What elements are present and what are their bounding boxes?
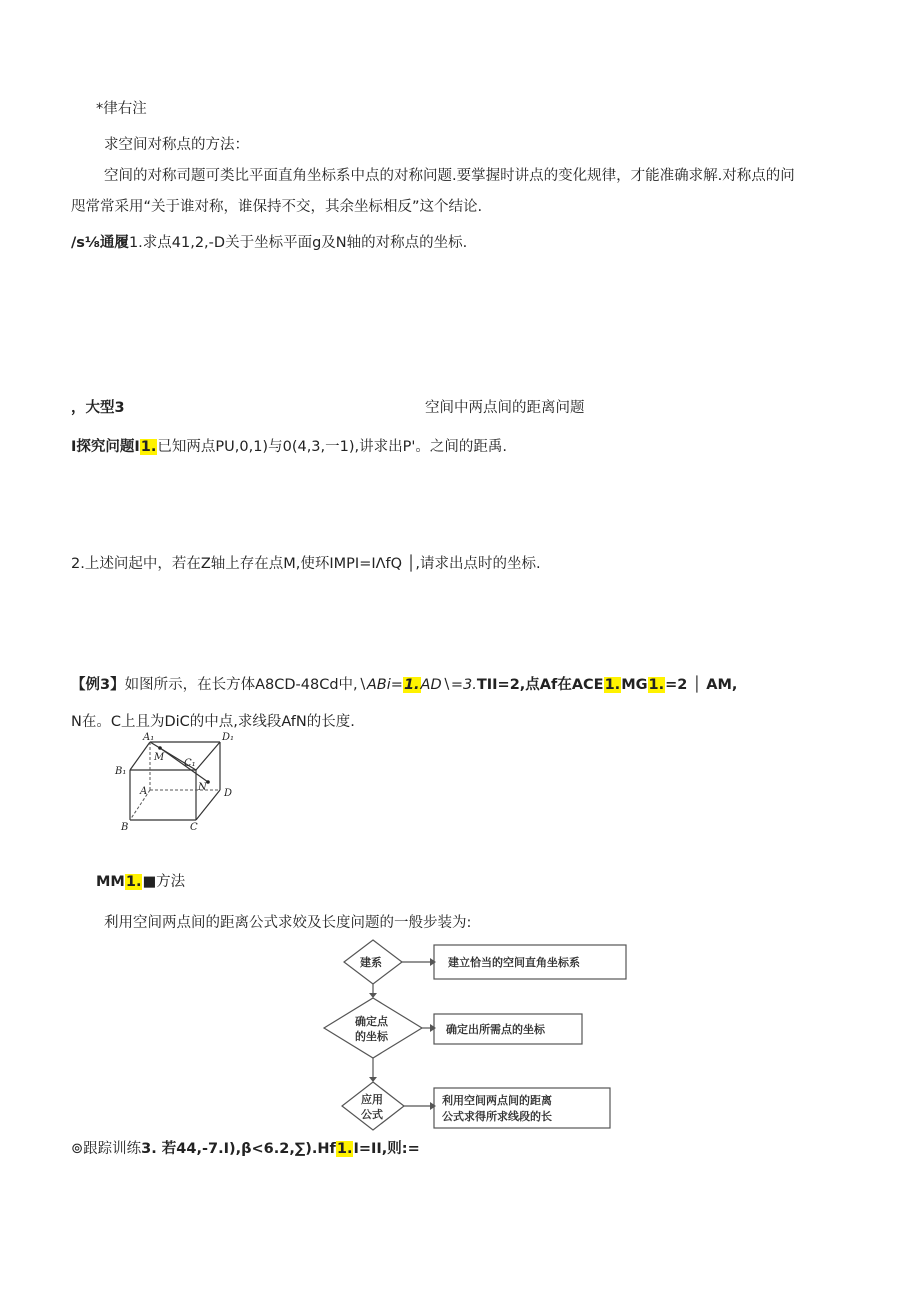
flowchart	[318, 936, 630, 1138]
explore-text: 已知两点PU,0,1)与0(4,3,一1),讲求出P'。之间的距禹.	[157, 439, 507, 455]
label-m: M	[154, 752, 165, 763]
example-3-hl-3: 1.	[648, 677, 665, 693]
example-3-text-b: ∖ABi=	[357, 677, 403, 693]
label-c1: C₁	[184, 758, 196, 769]
tracking-exercise-3	[71, 1139, 420, 1159]
label-c: C	[190, 822, 198, 832]
example-3-text-f: =2 │ AM,	[665, 677, 738, 693]
rule-paragraph-line-2: 咫常常采用“关于谁对称，谁保持不交，其余坐标相反”这个结论.	[71, 199, 483, 215]
tracking-end: I=II,则:=	[353, 1141, 420, 1157]
example-3-text-a: 如图所示，在长方体A8CD-48Cd中,	[124, 677, 358, 693]
label-a1: A₁	[143, 732, 155, 743]
label-d: D	[224, 788, 233, 799]
method-intro: 利用空间两点间的距离公式求姣及长度问题的一般步装为:	[104, 915, 472, 931]
example-3-label: 【例3】	[71, 677, 125, 693]
rule-paragraph-line-1: 空间的对称司题可类比平面直角坐标系中点的对称问题.要掌握时讲点的变化规律，才能准确求解.对称点的问	[104, 168, 795, 184]
tracking-prefix: ⊚跟踪训练	[71, 1141, 142, 1157]
example-3-text-c: AD∖=3.	[420, 677, 477, 693]
rule-note-heading: *律右注	[96, 101, 147, 117]
example-3-hl-2: 1.	[604, 677, 621, 693]
method-heading-a: MM	[96, 874, 125, 890]
explore-number: 1.	[140, 439, 157, 455]
tracking-text: 3. 若44,-7.I),β<6.2,∑).Hf	[141, 1141, 336, 1157]
example-3-text-d: TII=2,点Af在ACE	[476, 677, 604, 693]
flow-step2-desc: 确定出所需点的坐标	[446, 1023, 545, 1036]
example-3-line-1	[71, 675, 737, 695]
type-3-title: 空间中两点间的距离问题	[425, 400, 585, 416]
flow-step3-line2: 公式	[361, 1108, 383, 1121]
question-2: 2.上述问起中，若在Z轴上存在点M,使环IMPI=IΛfQ │,请求出点时的坐标.	[71, 556, 541, 572]
label-b1: B₁	[115, 766, 127, 777]
exercise-1	[71, 233, 467, 253]
example-3-hl-1: 1.	[403, 677, 420, 693]
label-d1: D₁	[222, 732, 235, 743]
example-3-line-2: N在。C上且为DiC的中点,求线段AfN的长度.	[71, 714, 355, 730]
method-title: 求空间对称点的方法：	[104, 137, 249, 153]
type-3-label: ，大型3	[71, 400, 125, 416]
label-b: B	[121, 822, 129, 832]
flow-step2-line2: 的坐标	[355, 1030, 388, 1043]
flow-step1: 建系	[360, 956, 382, 969]
method-heading	[96, 872, 185, 892]
flow-step1-desc: 建立恰当的空间直角坐标系	[448, 956, 580, 969]
exercise-1-prefix: /s⅛通履	[71, 235, 129, 251]
flow-step3-desc-line2: 公式求得所求线段的长	[442, 1110, 552, 1123]
explore-question-1	[71, 437, 507, 457]
label-a: A	[140, 786, 148, 797]
explore-prefix: I探究问题I	[71, 439, 140, 455]
method-heading-hl: 1.	[125, 874, 142, 890]
exercise-1-body: 1.求点41,2,-D关于坐标平面g及N轴的对称点的坐标.	[128, 235, 468, 251]
method-heading-b: ■方法	[142, 874, 186, 890]
tracking-hl: 1.	[336, 1141, 353, 1157]
flow-step2-line1: 确定点	[355, 1015, 388, 1028]
example-3-text-e: MG	[621, 677, 648, 693]
cuboid-figure	[112, 730, 240, 832]
flow-step3-line1: 应用	[361, 1093, 383, 1106]
flow-step3-desc-line1: 利用空间两点间的距离	[442, 1094, 552, 1107]
label-n: N	[198, 782, 207, 793]
